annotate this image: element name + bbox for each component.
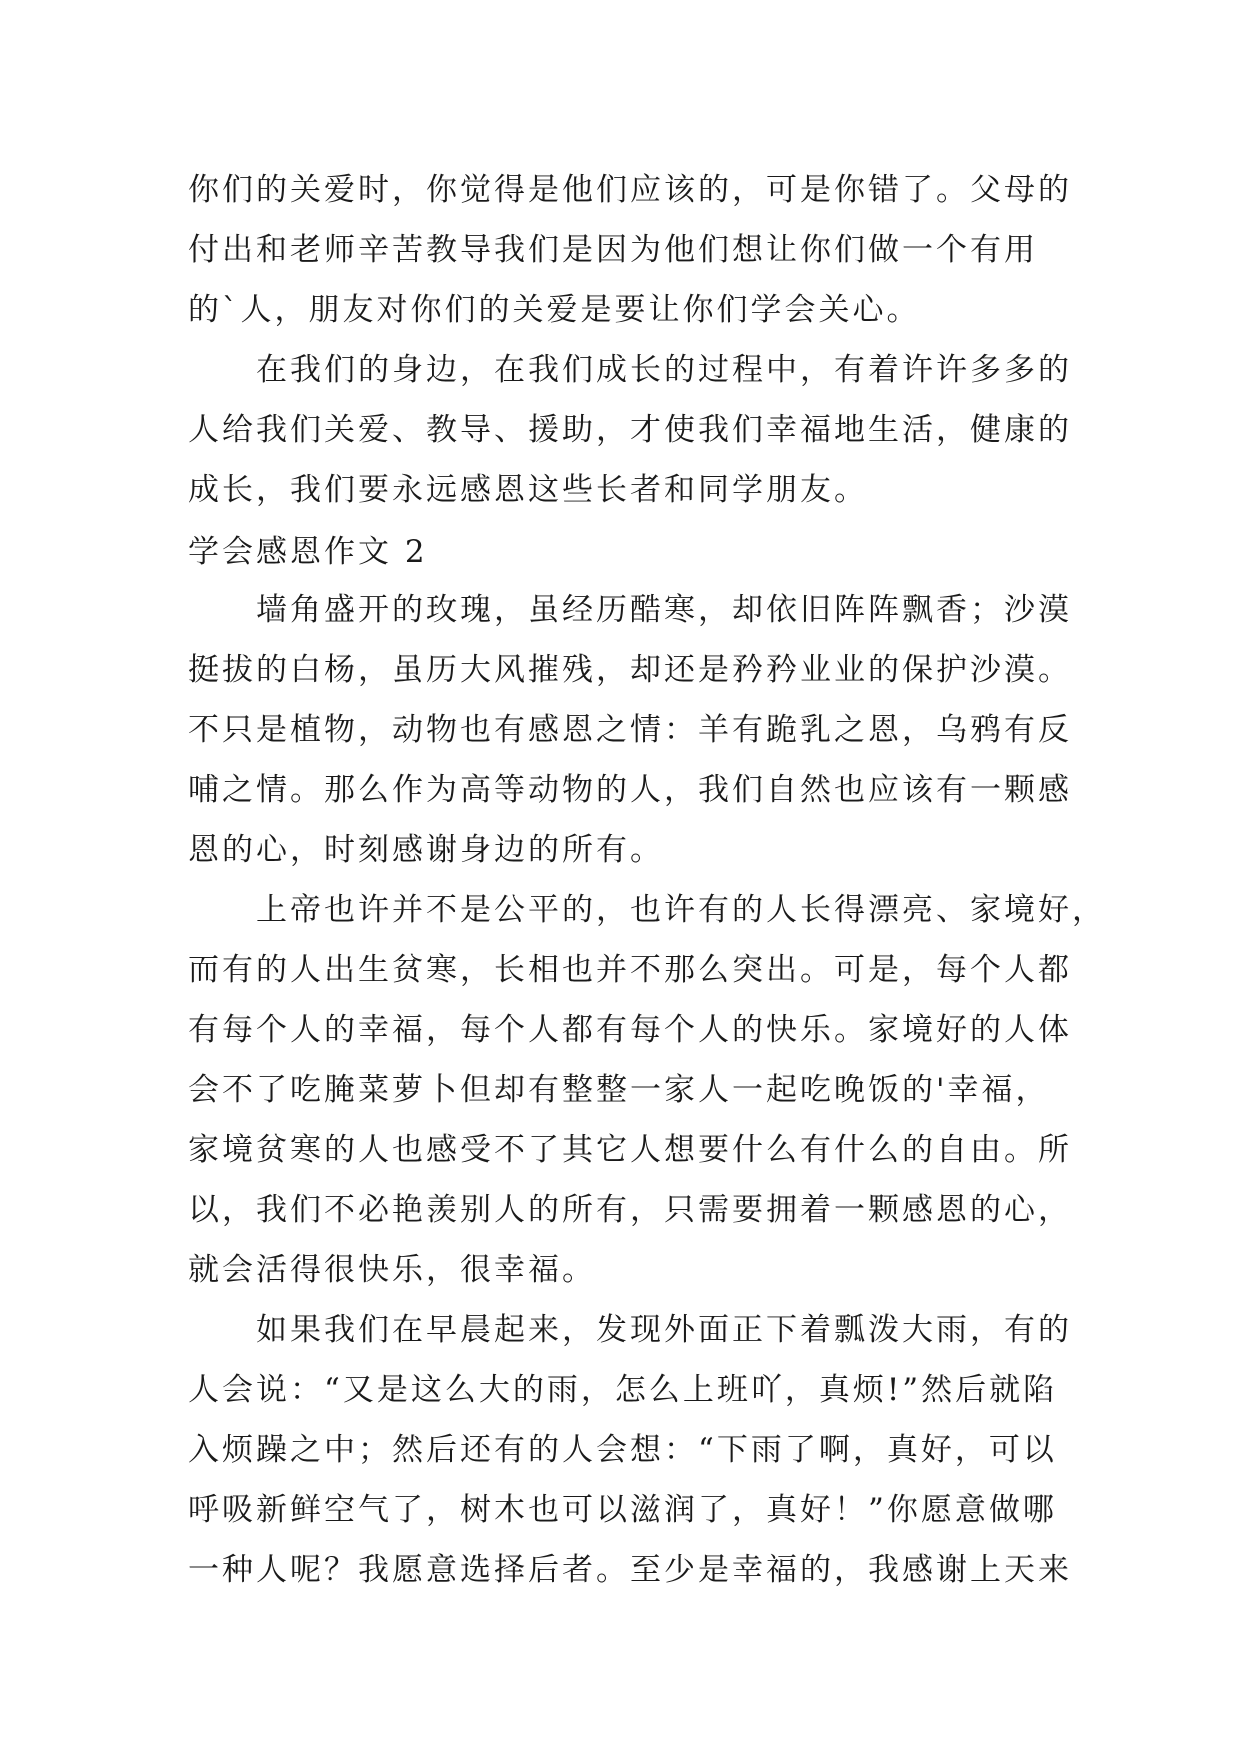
text-line: 你们的关爱时，你觉得是他们应该的，可是你错了。父母的 <box>188 172 1072 208</box>
essay-text <box>188 160 1106 1600</box>
text-line: 人给我们关爱、教导、援助，才使我们幸福地生活，健康的 <box>188 412 1072 448</box>
text-line: 在我们的身边，在我们成长的过程中，有着许许多多的 <box>188 352 1072 388</box>
text-line: 家境贫寒的人也感受不了其它人想要什么有什么的自由。所 <box>188 1132 1072 1168</box>
text-line: 不只是植物，动物也有感恩之情：羊有跪乳之恩，乌鸦有反 <box>188 712 1072 748</box>
text-line: 一种人呢？我愿意选择后者。至少是幸福的，我感谢上天来 <box>188 1552 1072 1588</box>
text-line: 成长，我们要永远感恩这些长者和同学朋友。 <box>188 472 868 508</box>
section-heading: 学会感恩作文 2 <box>188 534 428 570</box>
text-line: 哺之情。那么作为高等动物的人，我们自然也应该有一颗感 <box>188 772 1072 808</box>
text-line: 人会说：“又是这么大的雨，怎么上班吖，真烦!”然后就陷 <box>188 1372 1058 1408</box>
text-line: 呼吸新鲜空气了，树木也可以滋润了，真好！”你愿意做哪 <box>188 1492 1057 1528</box>
text-line: 有每个人的幸福，每个人都有每个人的快乐。家境好的人体 <box>188 1012 1072 1048</box>
text-line: 而有的人出生贫寒，长相也并不那么突出。可是，每个人都 <box>188 952 1072 988</box>
text-line: 如果我们在早晨起来，发现外面正下着瓢泼大雨，有的 <box>188 1312 1072 1348</box>
text-line: 入烦躁之中；然后还有的人会想：“下雨了啊，真好，可以 <box>188 1432 1057 1468</box>
text-line: 上帝也许并不是公平的，也许有的人长得漂亮、家境好， <box>188 892 1106 928</box>
text-line: 以，我们不必艳羡别人的所有，只需要拥着一颗感恩的心， <box>188 1192 1072 1228</box>
text-line: 挺拔的白杨，虽历大风摧残，却还是矜矜业业的保护沙漠。 <box>188 652 1072 688</box>
text-line: 恩的心，时刻感谢身边的所有。 <box>188 832 664 868</box>
text-line: 付出和老师辛苦教导我们是因为他们想让你们做一个有用 <box>188 232 1038 268</box>
text-line: 就会活得很快乐，很幸福。 <box>188 1252 596 1288</box>
text-line: 会不了吃腌菜萝卜但却有整整一家人一起吃晚饭的'幸福， <box>188 1072 1050 1108</box>
text-line: 的`人，朋友对你们的关爱是要让你们学会关心。 <box>188 292 921 328</box>
text-line: 墙角盛开的玫瑰，虽经历酷寒，却依旧阵阵飘香；沙漠 <box>188 592 1072 628</box>
